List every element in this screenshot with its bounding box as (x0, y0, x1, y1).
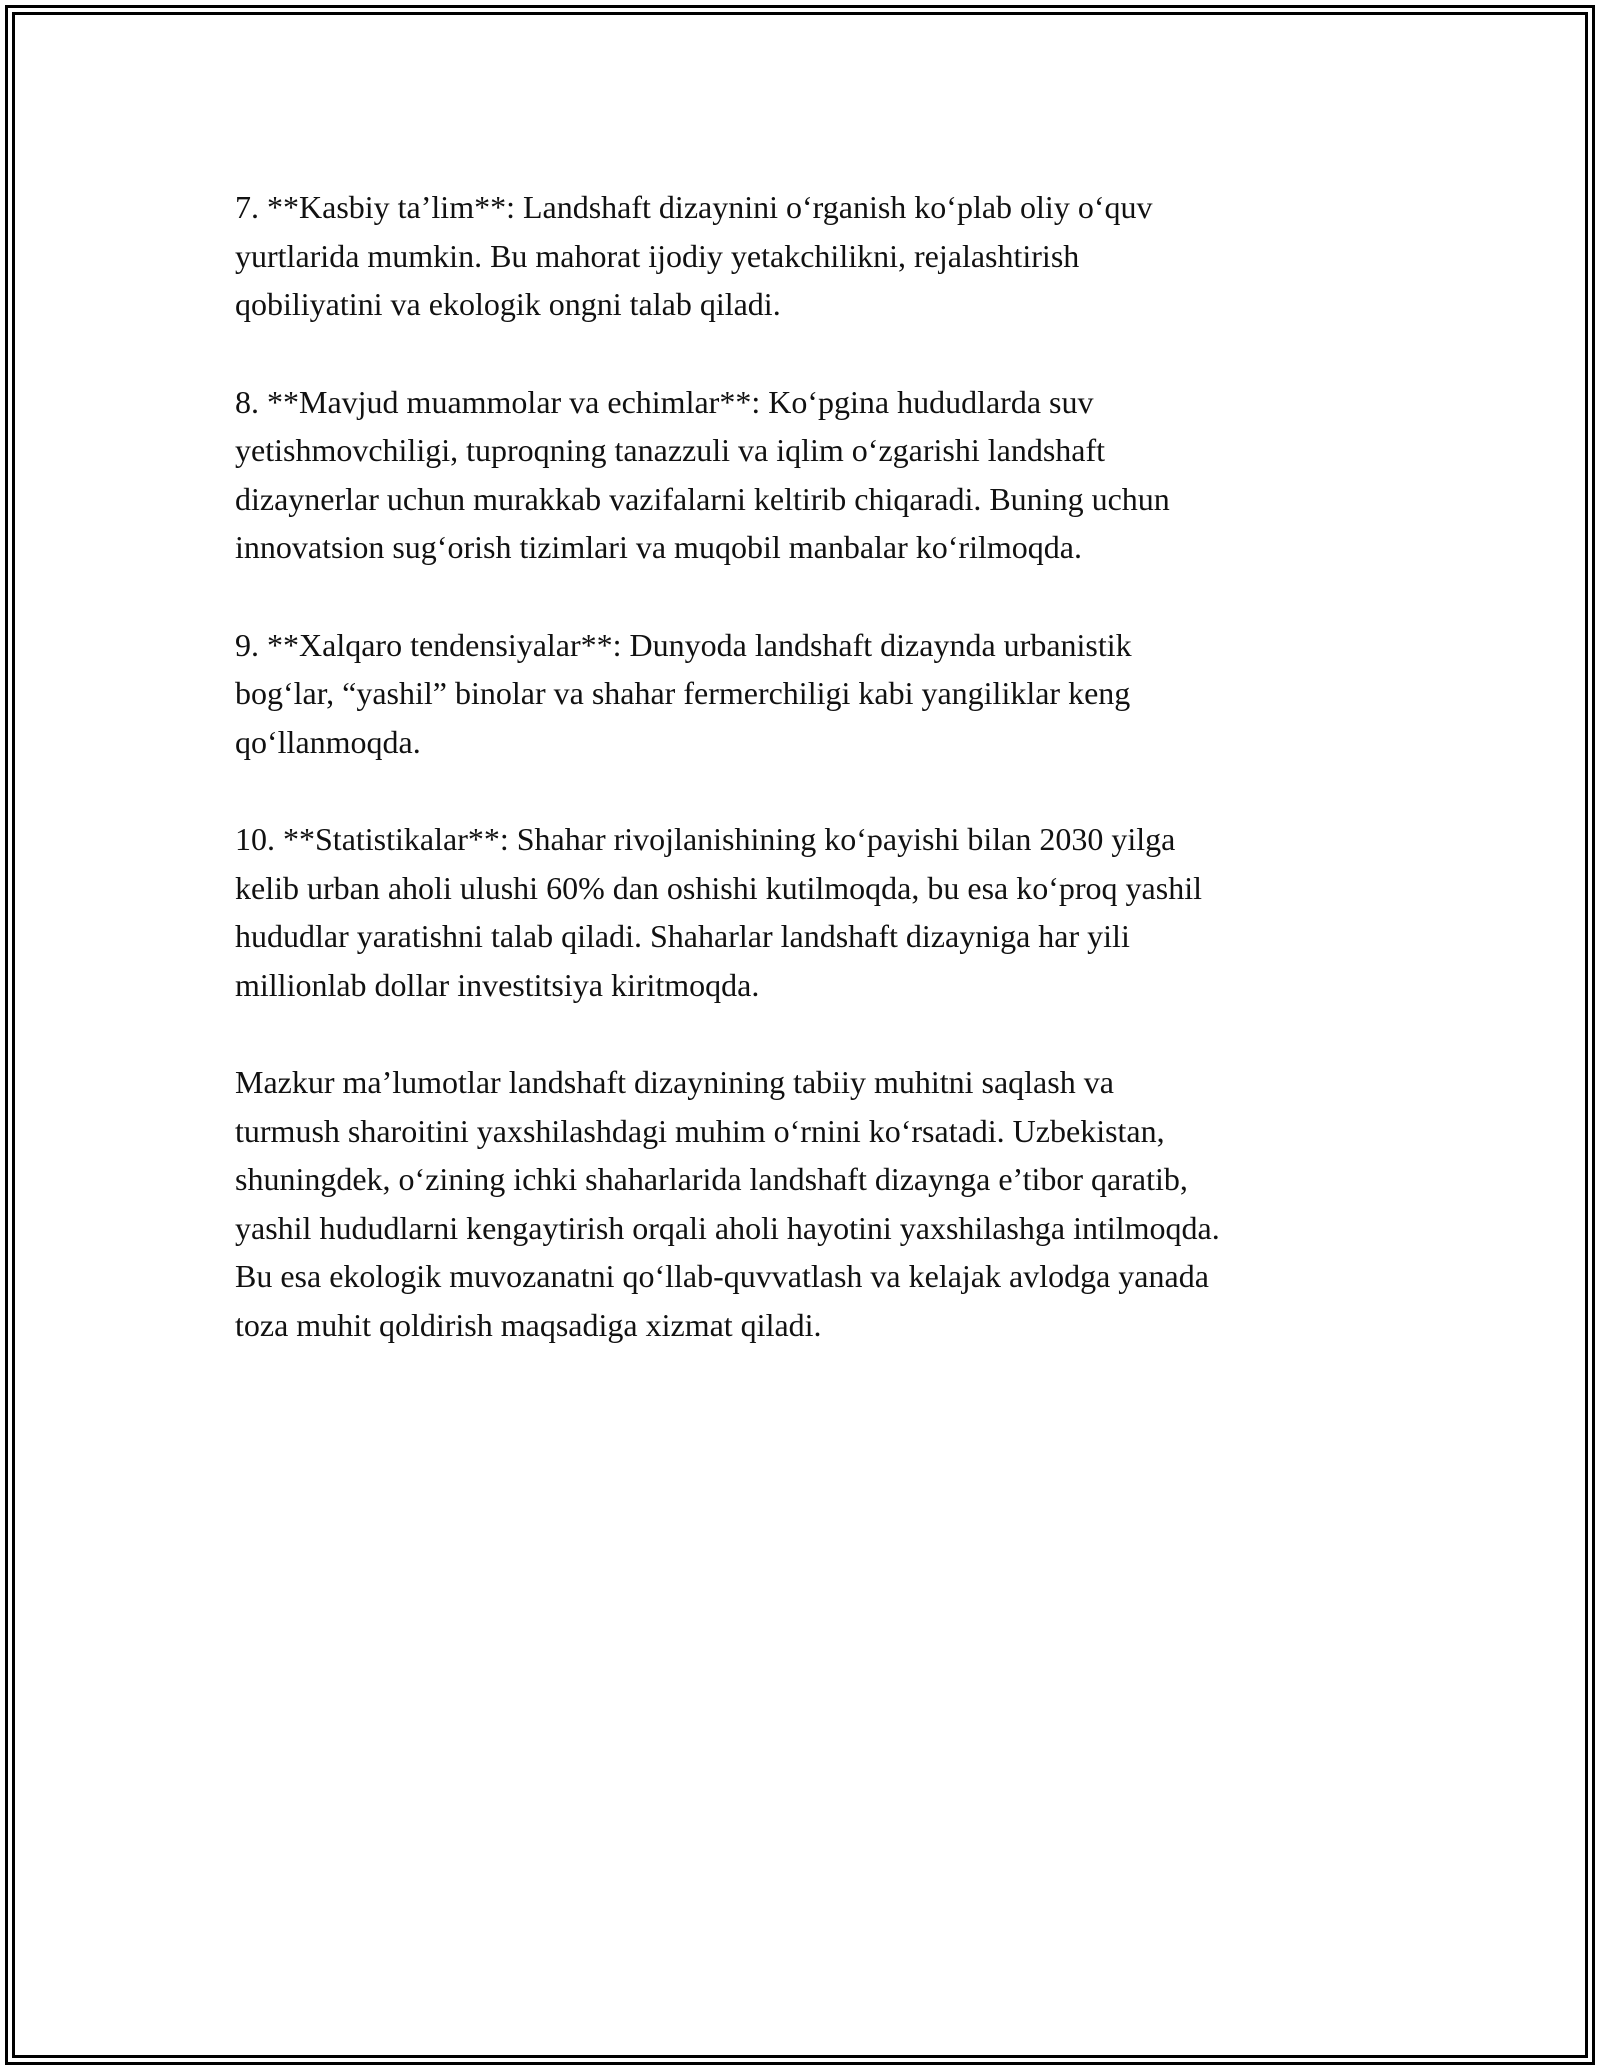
paragraph-mavjud-muammolar: 8. **Mavjud muammolar va echimlar**: Ko‘pgina hududlarda suv yetishmovchiligi, tuproqning tanazzuli va iqlim o‘zgarishi landshaft dizaynerlar uchun murakkab vazifalarni keltirib chiqaradi. Buning uchun innovatsion sug‘orish tizimlari va muqobil manbalar ko‘rilmoqda. (235, 383, 1170, 565)
paragraph-kasbiy-talim: 7. **Kasbiy ta’lim**: Landshaft dizaynini o‘rganish ko‘plab oliy o‘quv yurtlarida mumkin. Bu mahorat ijodiy yetakchilikni, rejalashtirish qobiliyatini va ekologik ongni talab qiladi. (235, 189, 1153, 322)
paragraph-statistikalar: 10. **Statistikalar**: Shahar rivojlanishining ko‘payishi bilan 2030 yilga kelib urban aholi ulushi 60% dan oshishi kutilmoqda, bu esa ko‘proq yashil hududlar yaratishni talab qiladi. Shaharlar landshaft dizayniga har yili millionlab dollar investitsiya kiritmoqda. (235, 821, 1202, 1003)
paragraph-xalqaro-tendensiyalar: 9. **Xalqaro tendensiyalar**: Dunyoda landshaft dizaynda urbanistik bog‘lar, “yashil” binolar va shahar fermerchiligi kabi yangiliklar keng qo‘llanmoqda. (235, 626, 1132, 760)
paragraph-conclusion: Mazkur ma’lumotlar landshaft dizaynining tabiiy muhitni saqlash va turmush sharoitini yaxshilashdagi muhim o‘rnini ko‘rsatadi. Uzbekistan, shuningdek, o‘zining ichki shaharlarida landshaft dizaynga e’tibor qaratib, yashil hududlarni kengaytirish orqali aholi hayotini yaxshilashga intilmoqda. Bu esa ekologik muvozanatni qo‘llab-quvvatlash va kelajak avlodga yanada toza muhit qoldirish maqsadiga xizmat qiladi. (235, 1064, 1220, 1343)
document-body (235, 183, 1375, 1398)
